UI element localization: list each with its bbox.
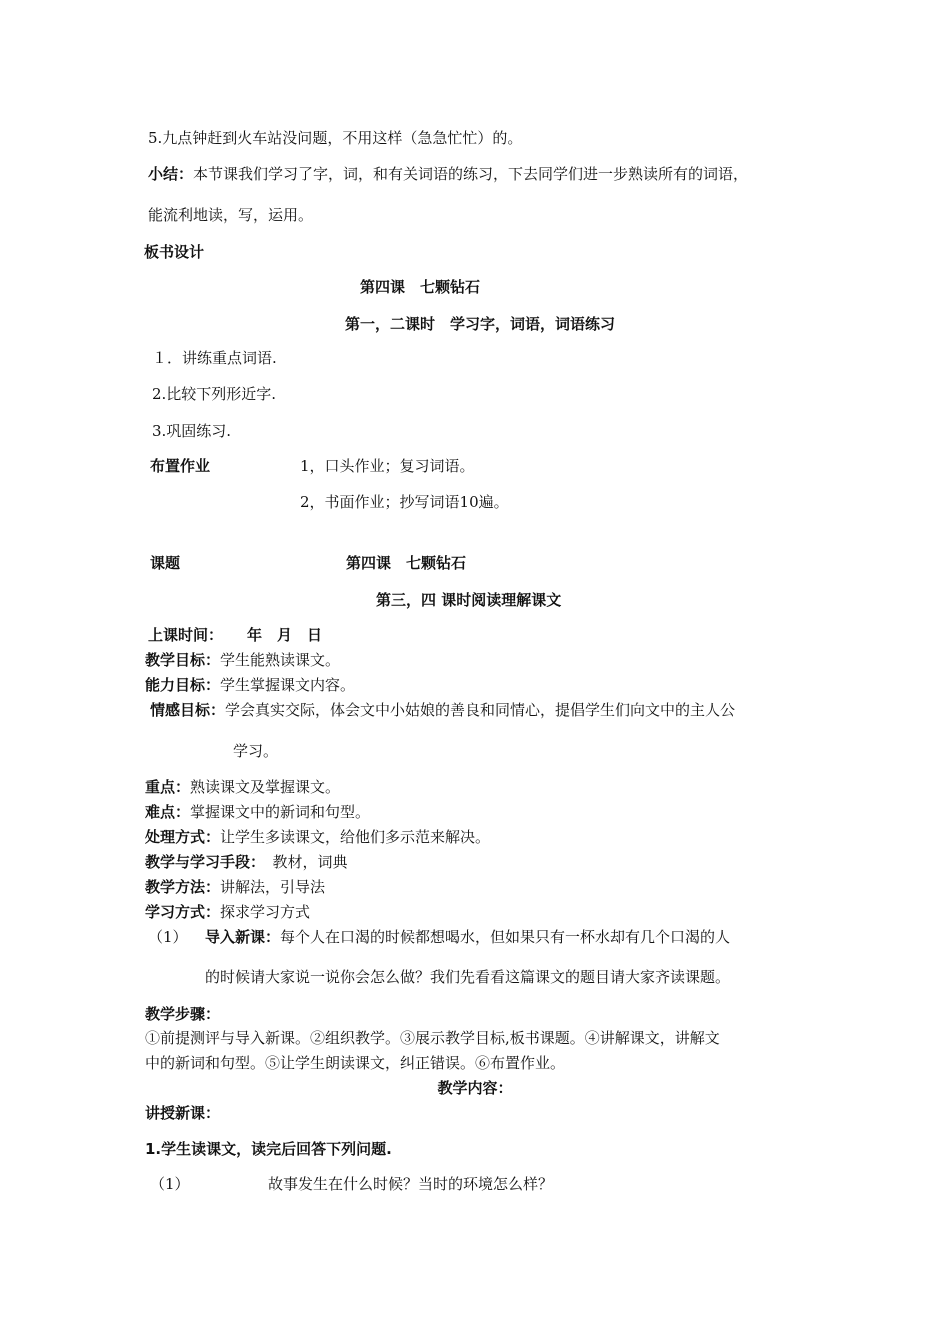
board-item-3: 3.巩固练习. [152, 422, 232, 440]
steps-line-1: ①前提测评与导入新课。②组织教学。③展示教学目标,板书课题。④讲解课文，讲解文 [145, 1029, 720, 1047]
intro-text: 每个人在口渴的时候都想喝水，但如果只有一杯水却有几个口渴的人 [280, 928, 731, 946]
summary-line [148, 164, 748, 184]
intro-continuation: 的时候请大家说一说你会怎么做？我们先看看这篇课文的题目请大家齐读课题。 [205, 968, 731, 986]
intro-line [205, 927, 730, 947]
ability-goal [145, 675, 355, 695]
teaching-means-label: 教学与学习手段： [145, 853, 258, 871]
emotion-goal-text: 学会真实交际，体会文中小姑娘的善良和同情心，提倡学生们向文中的主人公 [225, 701, 736, 719]
topic-title: 第四课 七颗钻石 [346, 554, 467, 572]
class-time-label: 上课时间： [148, 626, 224, 644]
homework-label: 布置作业 [150, 457, 211, 475]
homework-2: 2，书面作业；抄写词语10遍。 [300, 493, 509, 511]
key-point-label: 重点： [145, 778, 191, 796]
content-heading: 教学内容： [437, 1079, 513, 1097]
learning-method-text: 探求学习方式 [220, 903, 311, 921]
ability-goal-label: 能力目标： [145, 676, 221, 694]
learning-method-label: 学习方式： [145, 903, 221, 921]
handling-method [145, 827, 490, 847]
teaching-method [145, 877, 325, 897]
difficulty [145, 802, 370, 822]
handling-method-label: 处理方式： [145, 828, 221, 846]
teaching-goal [145, 650, 340, 670]
emotion-goal [150, 700, 735, 720]
homework-1: 1，口头作业；复习词语。 [300, 457, 475, 475]
steps-line-2: 中的新词和句型。⑤让学生朗读课文，纠正错误。⑥布置作业。 [145, 1054, 566, 1072]
handling-method-text: 让学生多读课文，给他们多示范来解决。 [220, 828, 491, 846]
teaching-goal-text: 学生能熟读课文。 [220, 651, 341, 669]
topic-label: 课题 [150, 554, 181, 572]
board-item-1: １．讲练重点词语. [152, 349, 277, 367]
intro-number: （1） [148, 928, 188, 946]
summary-text: 本节课我们学习了字，词，和有关词语的练习，下去同学们进一步熟读所有的词语， [193, 165, 749, 183]
new-lesson-label: 讲授新课： [145, 1104, 221, 1122]
question-1-number: （1） [150, 1175, 190, 1193]
key-point-text: 熟读课文及掌握课文。 [190, 778, 341, 796]
key-point [145, 777, 340, 797]
board-period-title: 第一，二课时 学习字，词语，词语练习 [344, 315, 615, 333]
intro-label: 导入新课： [205, 928, 281, 946]
teaching-means-text: 教材，词典 [257, 853, 348, 871]
teaching-means [145, 852, 348, 872]
period-title: 第三，四 课时阅读理解课文 [376, 591, 562, 609]
question-1-text: 故事发生在什么时候？当时的环境怎么样？ [268, 1175, 554, 1193]
ability-goal-text: 学生掌握课文内容。 [220, 676, 356, 694]
difficulty-text: 掌握课文中的新词和句型。 [190, 803, 371, 821]
item-5: 5.九点钟赶到火车站没问题，不用这样（急急忙忙）的。 [148, 129, 523, 147]
question-heading: 1.学生读课文，读完后回答下列问题. [145, 1140, 392, 1158]
summary-label: 小结： [148, 165, 194, 183]
class-time [148, 625, 322, 645]
teaching-goal-label: 教学目标： [145, 651, 221, 669]
emotion-goal-continuation: 学习。 [233, 742, 279, 760]
steps-label: 教学步骤： [145, 1005, 221, 1023]
board-lesson-title: 第四课 七颗钻石 [359, 278, 480, 296]
teaching-method-text: 讲解法，引导法 [220, 878, 326, 896]
difficulty-label: 难点： [145, 803, 191, 821]
board-item-2: 2.比较下列形近字. [152, 385, 277, 403]
learning-method [145, 902, 310, 922]
summary-continuation: 能流利地读，写，运用。 [148, 206, 314, 224]
emotion-goal-label: 情感目标： [150, 701, 226, 719]
teaching-method-label: 教学方法： [145, 878, 221, 896]
class-time-value: 年 月 日 [247, 626, 323, 644]
board-heading: 板书设计 [144, 243, 205, 261]
